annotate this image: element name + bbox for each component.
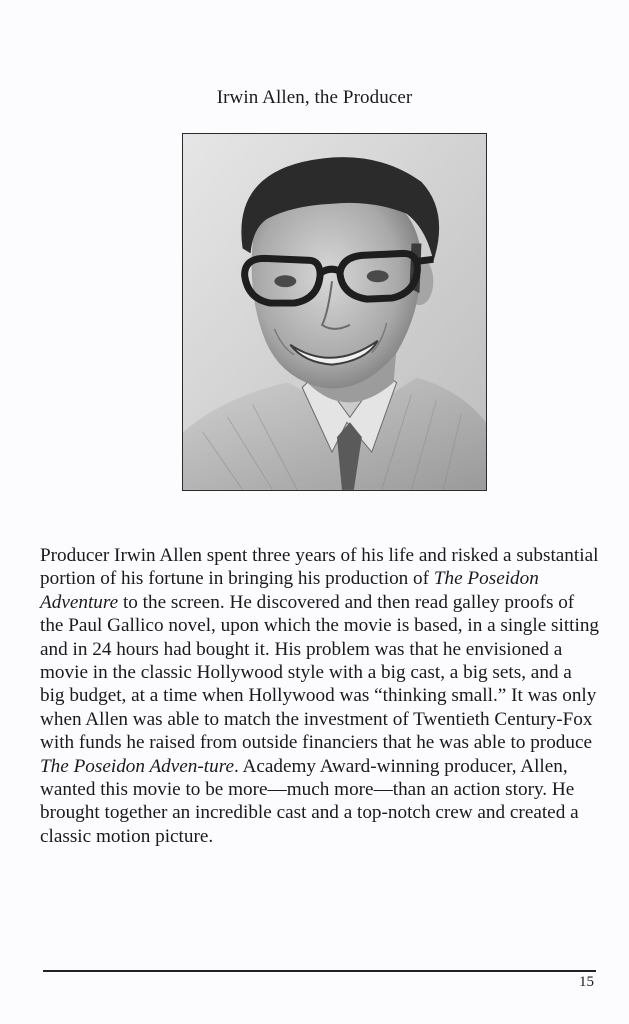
portrait-photo <box>182 133 487 491</box>
body-text-part-2: to the screen. He discovered and then read galley proofs of the Paul Gallico novel, upon which the movie is based, in a single sitting and in 24 hours had bought it. His problem was that he envisioned a movie in the classic Hollywood style with a big cast, a big sets, and a big budget, at a time when Hollywood was “thinking small.” It was only when Allen was able to match the investment of Twentieth Century-Fox with funds he raised from outside financiers that he was able to produce <box>40 591 600 754</box>
body-text-part-3: . Academy Award-winning producer, Allen, wanted this movie to be more—much more—than an action story. He brought together an incredible cast and a top-notch crew and created a classic motion picture. <box>40 755 579 847</box>
photo-caption: Irwin Allen, the Producer <box>216 87 413 108</box>
page-number: 15 <box>579 974 594 990</box>
portrait-illustration <box>183 134 486 490</box>
body-text-part-1: Producer Irwin Allen spent three years of his life and risked a substantial portion of his fortune in bringing his production of <box>40 545 599 590</box>
film-title-2: The Poseidon Adven-ture <box>40 755 234 777</box>
body-paragraph <box>40 544 600 848</box>
film-title-1: The Poseidon Adventure <box>40 568 539 613</box>
footer-rule <box>43 970 596 972</box>
